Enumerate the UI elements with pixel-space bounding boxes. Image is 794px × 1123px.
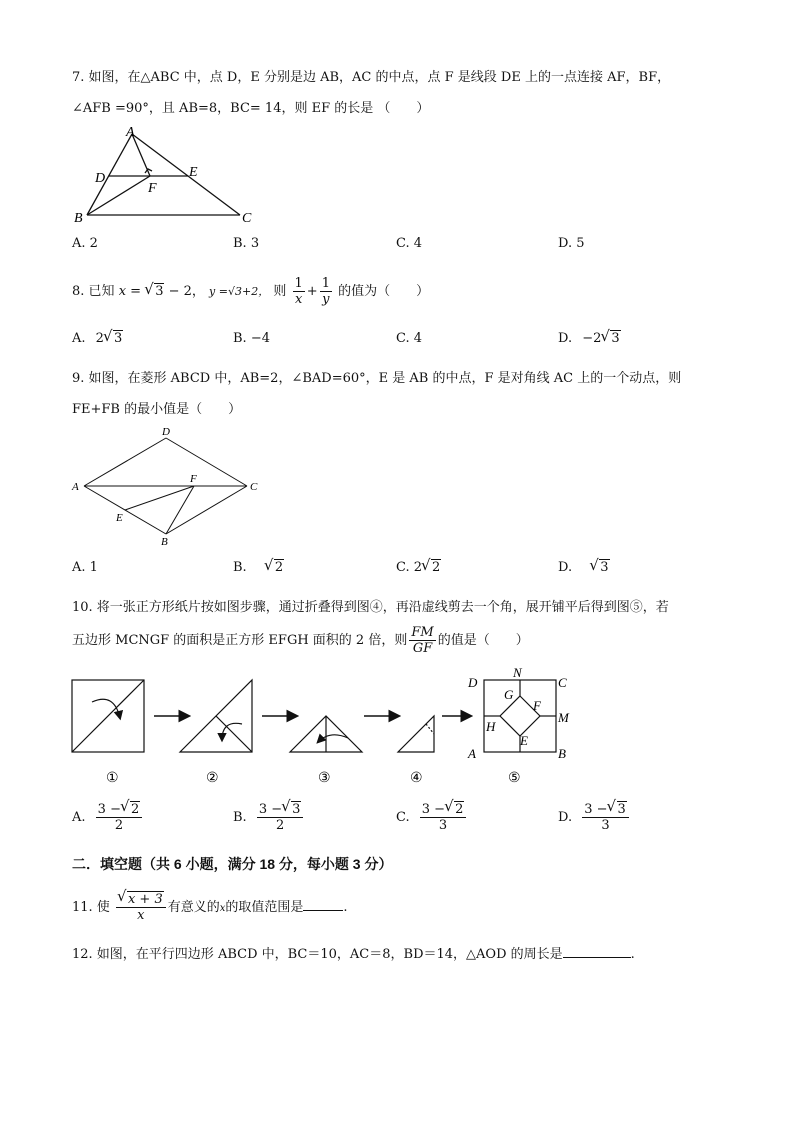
q10-option-b-num: 3 −	[258, 802, 283, 817]
q10-step-label-3: ③	[318, 771, 331, 786]
q10-step-label-1: ①	[106, 771, 119, 786]
q10-step4-triangle	[398, 716, 434, 752]
q9-text-line2: FE+FB 的最小值是（ ）	[72, 402, 242, 417]
q8-x-radicand: 3	[155, 284, 164, 299]
q11-text	[72, 890, 348, 927]
q7-label-f: F	[148, 181, 157, 196]
q7-label-e: E	[189, 165, 198, 180]
q10-option-b-label: B.	[233, 810, 247, 825]
q10-option-d-radicand: 3	[617, 802, 626, 817]
q9-option-b-radicand: 2	[274, 560, 284, 575]
q7-side-ac	[132, 134, 240, 215]
q8-fraction-1-over-y	[320, 276, 332, 307]
q7-side-ab	[87, 134, 132, 215]
q11-var: x	[219, 903, 226, 914]
q8-y-expr: y =√3+2，	[209, 285, 270, 298]
q9-label-f: F	[190, 473, 197, 485]
q11-suffix: 的取值范围是	[225, 900, 304, 915]
q10-option-a-fraction	[96, 802, 143, 833]
q7-label-d: D	[95, 171, 106, 186]
q9-rhombus-figure	[70, 424, 270, 552]
q9-label-b: B	[161, 536, 168, 548]
q8-option-d-radicand: 3	[611, 331, 620, 346]
q12-question: 12. 如图，在平行四边形 ABCD 中，BC＝10，AC＝8，BD＝14，△AOD 的周长是	[72, 947, 563, 962]
q10-option-a-den: 2	[114, 818, 124, 833]
q10-step5-label-m: M	[558, 710, 569, 725]
q10-option-b-den: 2	[275, 818, 285, 833]
q9-option-b-label: B.	[233, 560, 247, 575]
q10-option-c-radicand: 2	[455, 802, 464, 817]
q8-option-b[interactable]: B. −4	[233, 331, 270, 346]
q9-option-b[interactable]	[233, 560, 284, 576]
q10-option-d-fraction	[582, 802, 629, 833]
q10-step-label-2: ②	[206, 771, 219, 786]
q7-option-d[interactable]: D. 5	[558, 236, 585, 251]
q9-option-c-sqrt	[422, 560, 441, 576]
q8-frac2-denominator: y	[322, 292, 330, 307]
q10-option-d-num: 3 −	[584, 802, 608, 817]
q9-label-e: E	[116, 512, 123, 524]
section2-header: 二．填空题（共 6 小题，满分 18 分，每小题 3 分）	[72, 856, 393, 872]
q9-option-d-radicand: 3	[600, 560, 609, 575]
q10-step5-label-n: N	[513, 668, 522, 680]
q10-step5-label-a: A	[468, 746, 476, 761]
q8-option-a-radicand: 3	[113, 331, 123, 346]
q8-mid: 则	[273, 284, 287, 299]
q8-frac2-numerator: 1	[321, 276, 330, 291]
q12-answer-blank[interactable]	[563, 957, 631, 958]
q10-option-c-num: 3 −	[421, 802, 446, 817]
q9-label-d: D	[162, 426, 170, 438]
q10-text-line2	[72, 624, 529, 658]
q10-option-a-num: 3 −	[97, 802, 121, 817]
q8-x-tail: − 2，	[168, 284, 205, 299]
q9-option-a[interactable]: A. 1	[72, 560, 98, 575]
q10-option-c-label: C.	[396, 810, 410, 825]
q10-step5-label-g: G	[504, 687, 514, 702]
q10-step3-fold-arrow	[318, 735, 348, 742]
q9-label-a: A	[72, 481, 79, 493]
q9-side-dc	[166, 438, 247, 486]
q10-option-d[interactable]	[558, 802, 631, 833]
q10-line2-a: 五边形 MCNGF 的面积是正方形 EFGH 面积的 2 倍，则	[72, 633, 408, 648]
q10-line2-b: 的值是（ ）	[437, 633, 529, 648]
q10-step5-label-c: C	[558, 675, 567, 690]
q10-step4-cut-line	[426, 724, 434, 734]
q8-frac1-numerator: 1	[294, 276, 303, 291]
q10-step2-fold-line	[216, 716, 252, 752]
q7-option-b[interactable]: B. 3	[233, 236, 260, 251]
q9-option-d[interactable]	[558, 560, 610, 576]
q10-step5-label-e: E	[520, 733, 528, 748]
q10-option-d-den: 3	[601, 818, 610, 833]
q9-option-c-label: C. 2	[396, 560, 423, 575]
q10-step5-label-b: B	[558, 746, 566, 761]
q10-option-d-label: D.	[558, 810, 573, 825]
q8-option-a-label: A.	[72, 331, 86, 346]
q10-option-b-fraction	[257, 802, 304, 833]
q11-prefix: 11. 使	[72, 900, 110, 915]
q7-label-c: C	[242, 211, 252, 226]
q9-option-b-sqrt	[265, 560, 284, 576]
q7-text-line2: ∠AFB =90°，且 AB=8，BC= 14，则 EF 的长是 （ ）	[72, 101, 430, 116]
q10-option-a[interactable]	[72, 802, 144, 833]
q7-label-b: B	[74, 211, 83, 226]
q10-option-c[interactable]	[396, 802, 468, 833]
q8-option-a-sqrt	[104, 331, 123, 347]
q7-label-a: A	[126, 125, 135, 140]
q7-option-a[interactable]: A. 2	[72, 236, 98, 251]
q11-answer-blank[interactable]	[303, 910, 343, 911]
q8-plus: +	[306, 284, 318, 299]
q8-option-d-sqrt	[601, 331, 620, 347]
q9-text-line1: 9. 如图，在菱形 ABCD 中，AB=2，∠BAD=60°，E 是 AB 的中点，F 是对角线 AC 上的一个动点，则	[72, 371, 682, 386]
q10-option-a-radicand: 2	[130, 802, 140, 817]
q11-mid: 有意义的	[167, 900, 220, 915]
q10-frac-numerator: FM	[411, 625, 434, 640]
q10-fraction-fm-gf	[409, 625, 435, 656]
q10-step5-label-h: H	[486, 719, 496, 734]
q8-suffix: 的值为（ ）	[338, 284, 430, 299]
q10-option-c-fraction	[420, 802, 467, 833]
q9-option-d-label: D.	[558, 560, 573, 575]
q8-x-sqrt	[145, 277, 164, 307]
q11-end: .	[343, 900, 348, 915]
q8-option-d-label: D.	[558, 331, 573, 346]
q8-text	[72, 276, 429, 307]
q8-option-d[interactable]	[558, 331, 621, 347]
q10-step5-label-f: F	[533, 698, 541, 713]
q9-label-c: C	[250, 481, 258, 493]
q9-segment-fb	[166, 486, 194, 534]
q9-option-c-radicand: 2	[432, 560, 441, 575]
q10-frac-denominator: GF	[412, 641, 433, 656]
q9-option-d-sqrt	[590, 560, 609, 576]
q9-side-cb	[166, 486, 247, 534]
q10-step5-label-d: D	[468, 675, 478, 690]
q8-fraction-1-over-x	[293, 276, 305, 307]
q10-step-label-5: ⑤	[508, 771, 521, 786]
q8-option-a-coef: 2	[95, 331, 104, 346]
q10-option-a-label: A.	[72, 810, 86, 825]
q10-step-label-4: ④	[410, 771, 423, 786]
q9-side-ad	[84, 438, 166, 486]
q7-text-line1: 7. 如图，在△ABC 中，点 D，E 分别是边 AB，AC 的中点，点 F 是线段 DE 上的一点连接 AF，BF，	[72, 70, 671, 85]
q9-segment-fe	[125, 486, 194, 510]
q10-text-line1: 10. 将一张正方形纸片按如图步骤，通过折叠得到图④，再沿虚线剪去一个角，展开铺平后得到图⑤，若	[72, 600, 669, 615]
q11-denominator: x	[137, 908, 145, 923]
q8-option-d-coef: −2	[582, 331, 602, 346]
q8-prefix: 8. 已知	[72, 284, 115, 299]
q10-step1-diagonal	[72, 680, 144, 752]
q10-option-c-den: 3	[438, 818, 448, 833]
q7-triangle-figure	[70, 124, 270, 228]
q11-fraction	[116, 892, 166, 923]
q11-radicand: x + 3	[127, 892, 163, 907]
q10-folding-steps-figure	[66, 668, 586, 792]
q10-option-b[interactable]	[233, 802, 305, 833]
q9-option-c[interactable]	[396, 560, 441, 576]
q12-end: .	[630, 947, 635, 962]
q8-x-lhs: x =	[118, 284, 142, 299]
q10-option-b-radicand: 3	[292, 802, 301, 817]
q8-option-a[interactable]	[72, 331, 123, 347]
q8-option-c[interactable]: C. 4	[396, 331, 423, 346]
q12-text	[72, 947, 635, 963]
q8-frac1-denominator: x	[294, 292, 303, 307]
q7-option-c[interactable]: C. 4	[396, 236, 423, 251]
